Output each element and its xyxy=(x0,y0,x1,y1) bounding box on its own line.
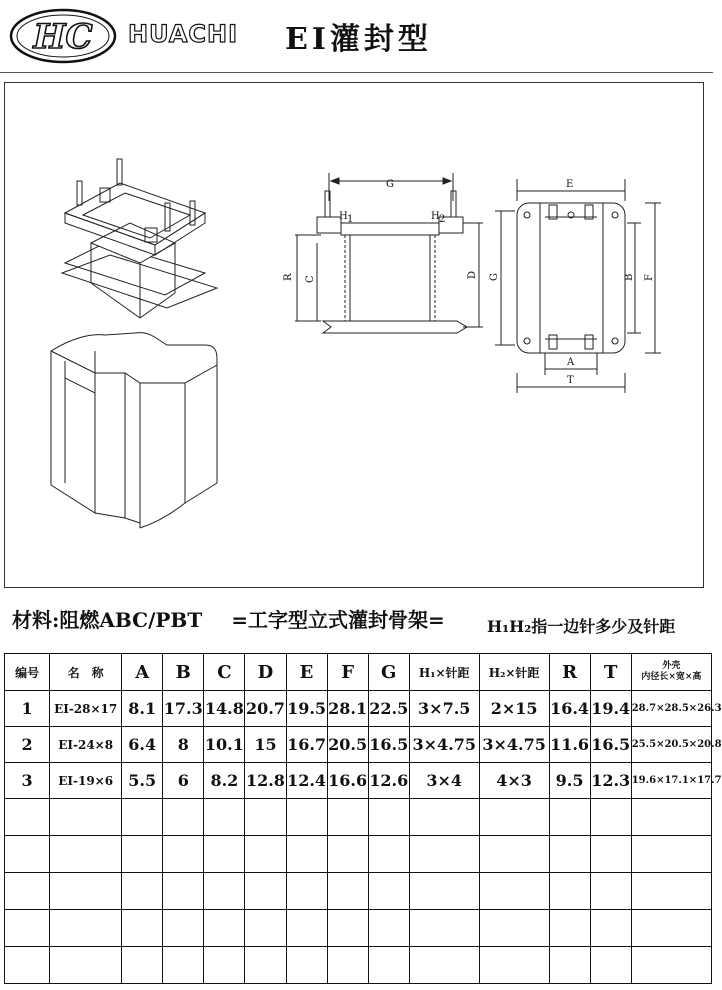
empty-cell xyxy=(479,873,549,910)
table-row xyxy=(5,727,712,763)
empty-cell xyxy=(549,910,590,947)
empty-cell xyxy=(368,799,409,836)
empty-cell xyxy=(122,799,163,836)
empty-table-row xyxy=(5,947,712,984)
cell: 28.1 xyxy=(327,691,368,727)
drawing-frame xyxy=(4,82,704,588)
empty-cell xyxy=(631,947,711,984)
empty-cell xyxy=(245,910,286,947)
empty-cell xyxy=(5,836,50,873)
empty-cell xyxy=(286,836,327,873)
cell: 2×15 xyxy=(479,691,549,727)
empty-cell xyxy=(479,910,549,947)
cell: 3×4.75 xyxy=(409,727,479,763)
empty-cell xyxy=(479,836,549,873)
material-caption xyxy=(12,604,467,633)
empty-cell xyxy=(204,910,245,947)
cell: 20.7 xyxy=(245,691,286,727)
cell: 15 xyxy=(245,727,286,763)
empty-cell xyxy=(631,836,711,873)
empty-cell xyxy=(327,910,368,947)
label-G-plan: G xyxy=(489,273,500,281)
empty-cell xyxy=(122,947,163,984)
cell: 12.6 xyxy=(368,763,409,799)
label-G: G xyxy=(386,179,394,190)
cell: 8 xyxy=(163,727,204,763)
empty-cell xyxy=(50,910,122,947)
material-text: 材料:阻燃ABC/PBT xyxy=(12,608,203,632)
page-title: EI灌封型 xyxy=(285,22,432,57)
empty-cell xyxy=(368,836,409,873)
empty-cell xyxy=(590,873,631,910)
cell: 19.6×17.1×17.7 xyxy=(631,763,711,799)
cell: 1 xyxy=(5,691,50,727)
cell: 10.1 xyxy=(204,727,245,763)
bobbin-isometric xyxy=(51,159,217,528)
empty-cell xyxy=(122,910,163,947)
cell: 16.5 xyxy=(590,727,631,763)
col-header: E xyxy=(286,654,327,691)
empty-cell xyxy=(163,799,204,836)
empty-cell xyxy=(163,836,204,873)
empty-cell xyxy=(5,910,50,947)
technical-drawing xyxy=(5,83,705,589)
cell: 16.6 xyxy=(327,763,368,799)
empty-cell xyxy=(327,836,368,873)
empty-cell xyxy=(590,947,631,984)
empty-cell xyxy=(590,836,631,873)
empty-cell xyxy=(5,799,50,836)
empty-cell xyxy=(479,799,549,836)
col-header: T xyxy=(590,654,631,691)
label-H1: H xyxy=(339,211,348,222)
label-F: F xyxy=(644,274,655,281)
header-divider xyxy=(0,72,713,73)
col-header: H₂×针距 xyxy=(479,654,549,691)
label-A: A xyxy=(567,357,575,368)
empty-cell xyxy=(5,873,50,910)
col-header: F xyxy=(327,654,368,691)
cell: 17.3 xyxy=(163,691,204,727)
front-view xyxy=(295,173,483,333)
empty-cell xyxy=(590,910,631,947)
col-header: 名 称 xyxy=(50,654,122,691)
cell: 12.8 xyxy=(245,763,286,799)
label-H1-sub: 1 xyxy=(347,214,354,225)
empty-cell xyxy=(409,799,479,836)
cell: 6.4 xyxy=(122,727,163,763)
plan-view xyxy=(495,179,661,393)
cell: 3×4.75 xyxy=(479,727,549,763)
empty-cell xyxy=(631,799,711,836)
cell: 8.2 xyxy=(204,763,245,799)
cell: 8.1 xyxy=(122,691,163,727)
empty-cell xyxy=(631,873,711,910)
col-header: A xyxy=(122,654,163,691)
shell-header-line1: 外壳 xyxy=(662,661,681,671)
empty-cell xyxy=(631,910,711,947)
empty-cell xyxy=(409,873,479,910)
logo-text: HC xyxy=(33,17,93,57)
empty-cell xyxy=(5,947,50,984)
cell: 20.5 xyxy=(327,727,368,763)
cell: 6 xyxy=(163,763,204,799)
empty-cell xyxy=(549,836,590,873)
empty-cell xyxy=(368,947,409,984)
empty-cell xyxy=(122,836,163,873)
table-header-row xyxy=(5,654,712,691)
cell: 9.5 xyxy=(549,763,590,799)
cell: 3×4 xyxy=(409,763,479,799)
empty-rows xyxy=(5,799,712,984)
empty-cell xyxy=(204,836,245,873)
col-header: H₁×针距 xyxy=(409,654,479,691)
table-row xyxy=(5,691,712,727)
cell: 12.3 xyxy=(590,763,631,799)
empty-table-row xyxy=(5,910,712,947)
label-C: C xyxy=(305,275,316,283)
cell: 16.4 xyxy=(549,691,590,727)
empty-cell xyxy=(163,947,204,984)
cell: 14.8 xyxy=(204,691,245,727)
empty-cell xyxy=(245,799,286,836)
table-row xyxy=(5,763,712,799)
huachi-logo xyxy=(8,6,118,66)
empty-cell xyxy=(50,947,122,984)
empty-cell xyxy=(549,873,590,910)
empty-cell xyxy=(204,799,245,836)
page-header xyxy=(0,0,713,76)
empty-cell xyxy=(549,947,590,984)
empty-cell xyxy=(409,836,479,873)
label-R: R xyxy=(283,273,294,281)
shell-header-line2: 内径长×宽×高 xyxy=(641,672,702,682)
empty-cell xyxy=(327,873,368,910)
empty-cell xyxy=(50,836,122,873)
empty-table-row xyxy=(5,836,712,873)
label-B: B xyxy=(624,273,635,281)
cell: 12.4 xyxy=(286,763,327,799)
cell: EI-28×17 xyxy=(50,691,122,727)
spec-table xyxy=(4,653,722,984)
cell: 22.5 xyxy=(368,691,409,727)
cell: 4×3 xyxy=(479,763,549,799)
empty-cell xyxy=(204,947,245,984)
cell: 5.5 xyxy=(122,763,163,799)
cell: 16.7 xyxy=(286,727,327,763)
cell: 16.5 xyxy=(368,727,409,763)
empty-cell xyxy=(549,799,590,836)
cell: 11.6 xyxy=(549,727,590,763)
empty-cell xyxy=(286,910,327,947)
label-H2: H xyxy=(431,211,440,222)
col-header: 编号 xyxy=(5,654,50,691)
col-header: D xyxy=(245,654,286,691)
empty-cell xyxy=(327,947,368,984)
pin-note: H₁H₂指一边针多少及针距 xyxy=(487,617,676,636)
label-D: D xyxy=(467,270,478,279)
col-header: B xyxy=(163,654,204,691)
label-H2-sub: 2 xyxy=(439,214,446,225)
cell: EI-24×8 xyxy=(50,727,122,763)
col-header: G xyxy=(368,654,409,691)
empty-cell xyxy=(409,947,479,984)
empty-cell xyxy=(50,873,122,910)
empty-cell xyxy=(590,799,631,836)
empty-cell xyxy=(286,873,327,910)
col-header: R xyxy=(549,654,590,691)
empty-cell xyxy=(245,947,286,984)
empty-cell xyxy=(122,873,163,910)
label-E: E xyxy=(566,179,574,190)
empty-cell xyxy=(245,873,286,910)
cell: 2 xyxy=(5,727,50,763)
empty-cell xyxy=(409,910,479,947)
cell: EI-19×6 xyxy=(50,763,122,799)
brand-name: HUACHI xyxy=(128,20,239,48)
cell: 28.7×28.5×26.3 xyxy=(631,691,711,727)
empty-cell xyxy=(245,836,286,873)
empty-cell xyxy=(286,799,327,836)
empty-table-row xyxy=(5,799,712,836)
cell: 19.4 xyxy=(590,691,631,727)
empty-table-row xyxy=(5,873,712,910)
empty-cell xyxy=(286,947,327,984)
empty-cell xyxy=(204,873,245,910)
structure-text: =工字型立式灌封骨架= xyxy=(231,608,445,632)
empty-cell xyxy=(163,910,204,947)
cell: 3×7.5 xyxy=(409,691,479,727)
empty-cell xyxy=(163,873,204,910)
cell: 25.5×20.5×20.8 xyxy=(631,727,711,763)
empty-cell xyxy=(479,947,549,984)
empty-cell xyxy=(50,799,122,836)
col-header: C xyxy=(204,654,245,691)
cell: 3 xyxy=(5,763,50,799)
col-header xyxy=(631,654,711,691)
cell: 19.5 xyxy=(286,691,327,727)
label-T: T xyxy=(567,375,574,386)
empty-cell xyxy=(368,910,409,947)
empty-cell xyxy=(368,873,409,910)
empty-cell xyxy=(327,799,368,836)
